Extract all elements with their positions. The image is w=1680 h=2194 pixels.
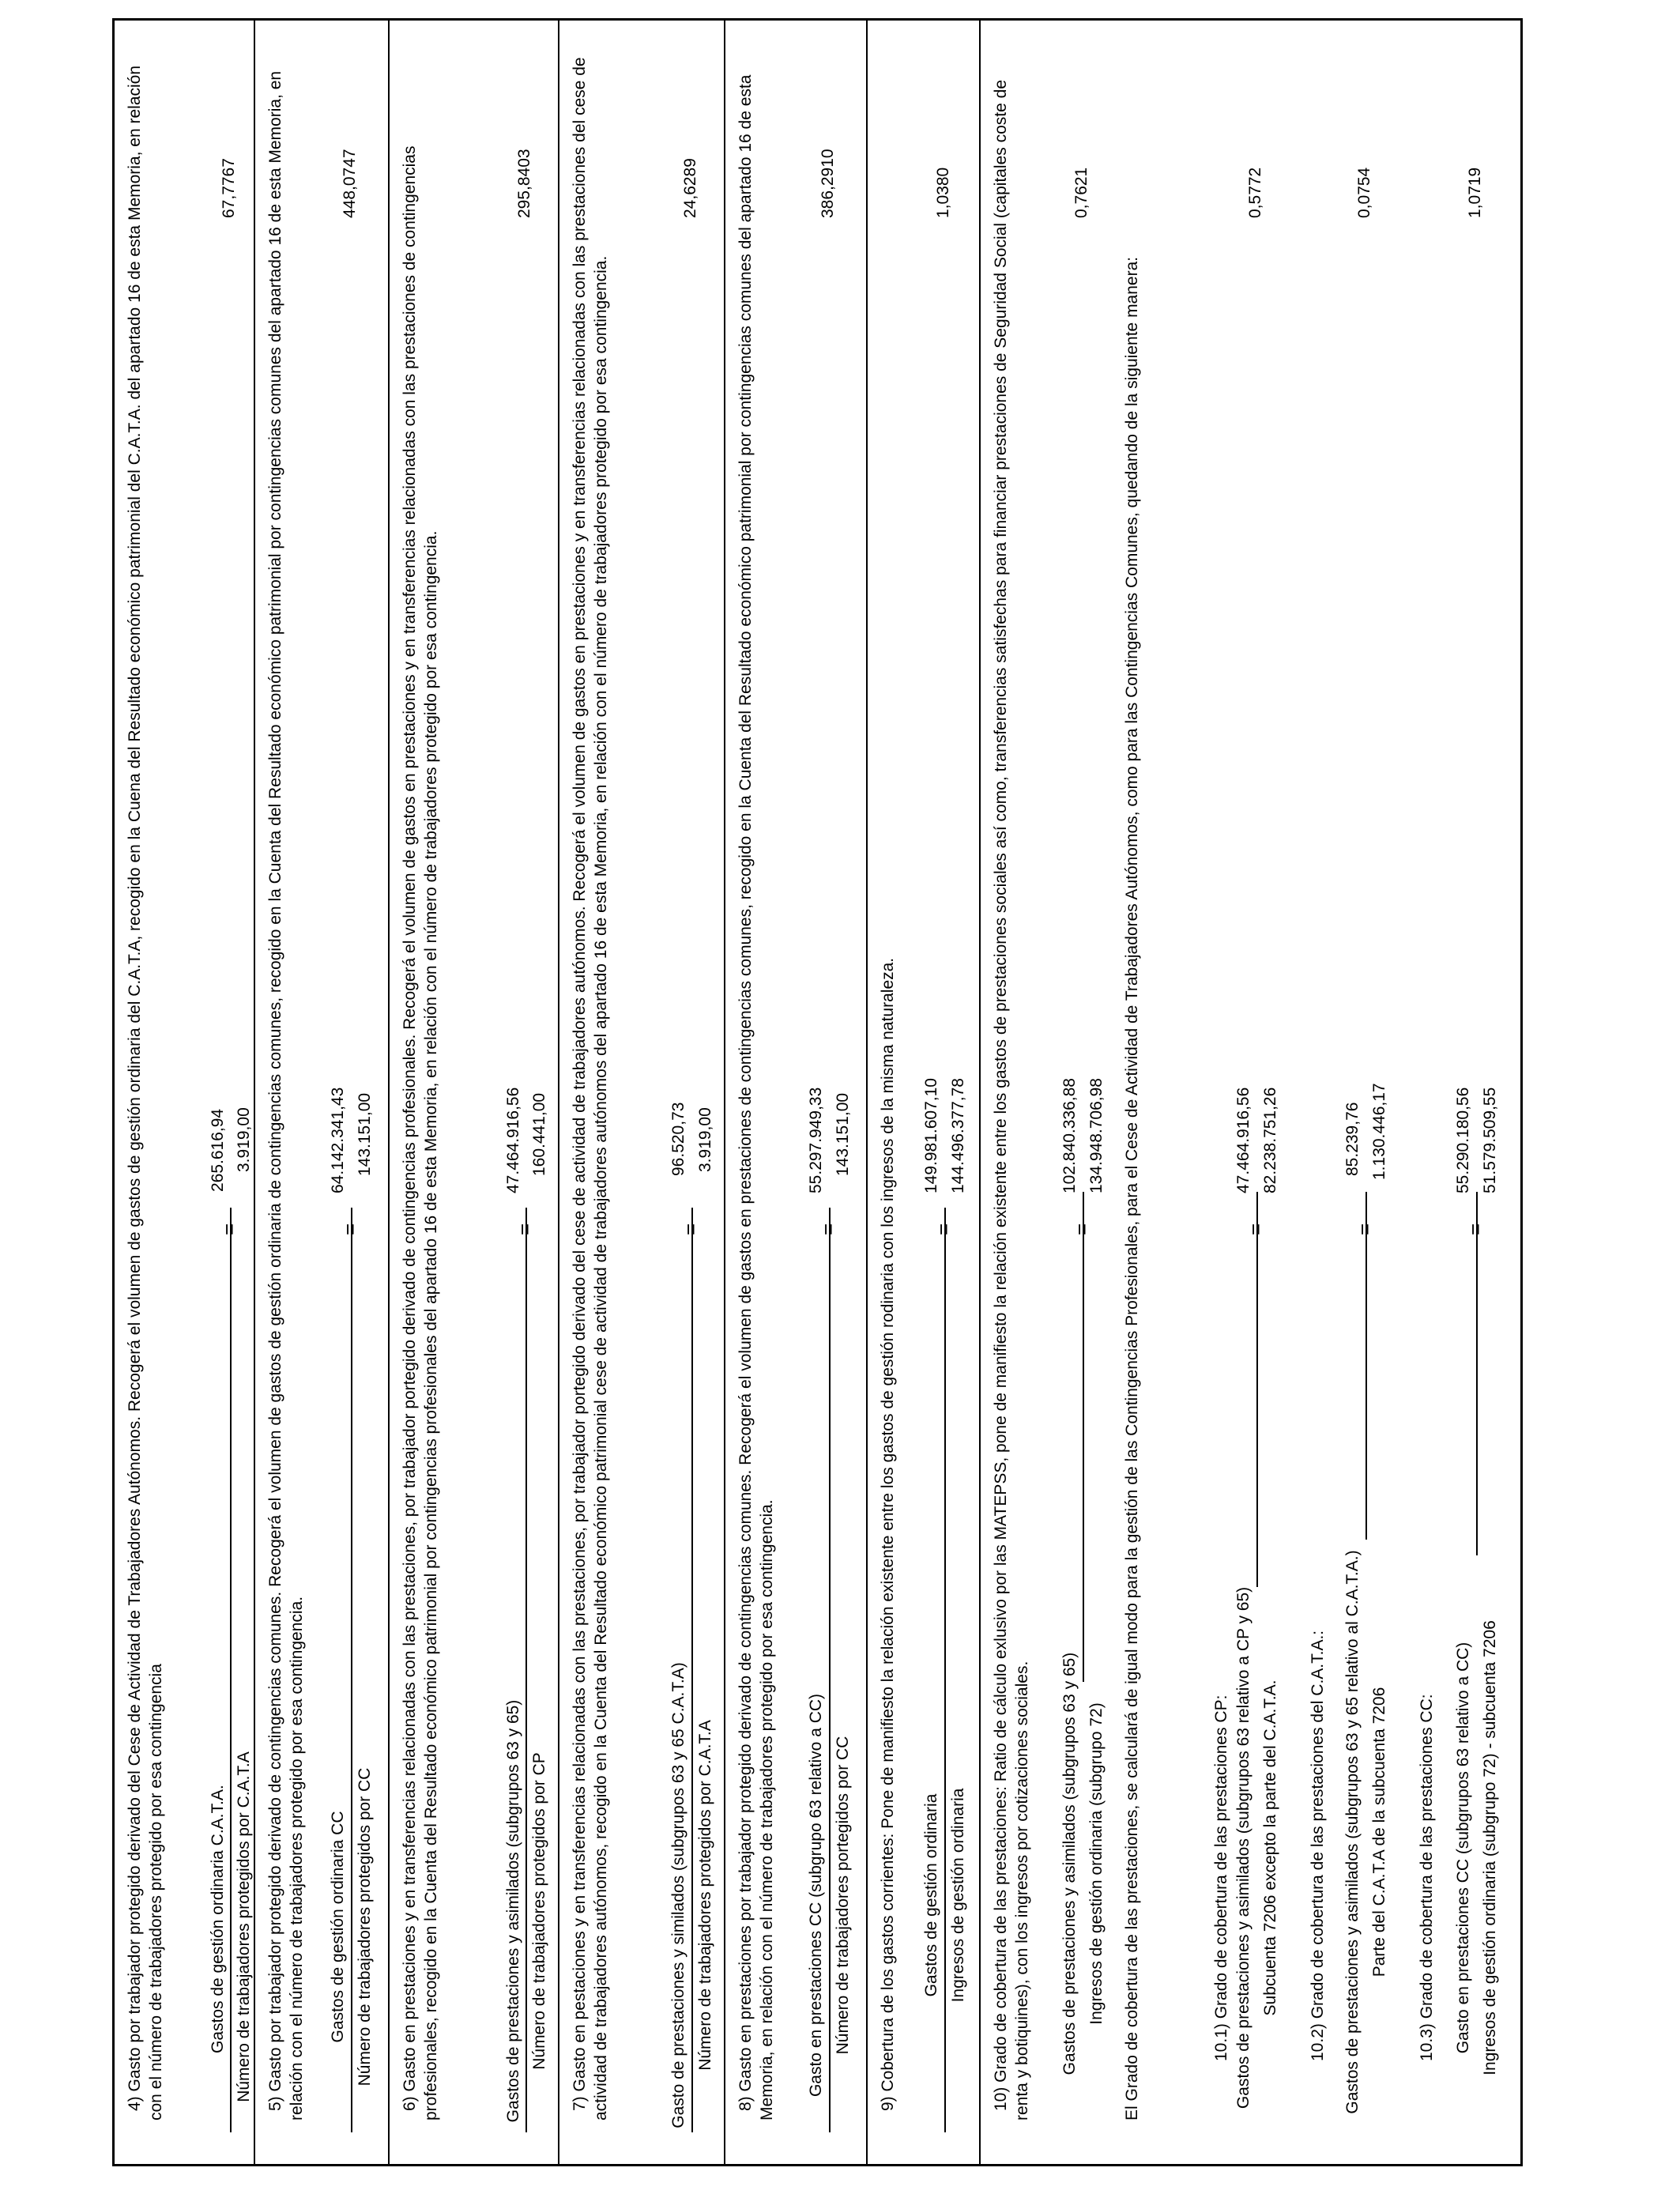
section-4 — [115, 21, 255, 2164]
section-4-text: 4) Gasto por trabajador protegido derivado del Cese de Actividad de Trabajadores Autónomos. Recogerá el volumen de gastos de gestión ordinaria del C.A.T.A, recogido en la Cuena del Resultado económico patrimonial del C.A.T.A. del apartado 16 de esta Memoria, en relación con el número de trabajadores protegido por esa contingencia — [126, 65, 165, 2120]
denominator-label: Número de trabajadores portegidos por CC — [834, 1736, 852, 2055]
equals-sign: = — [679, 1223, 703, 1235]
indicators-table — [112, 18, 1523, 2166]
equals-sign: = — [1244, 1223, 1268, 1235]
equals-sign: = — [1463, 1223, 1487, 1235]
numerator-value: 47.464.916,56 — [1234, 1087, 1252, 1193]
section-8-text: 8) Gasto en prestaciones por trabajador protegido derivado de contingencias comunes. Recogerá el volumen de gastos en prestaciones de contingencias comunes, recogido en la Cuenta del Resultado económico patrimonial por contingencias comunes del apartado 16 de esta Memoria, en relación con el número de trabajadores protegido por esa contingencia. — [736, 74, 776, 2120]
equals-sign: = — [932, 1223, 955, 1235]
denominator-value: 144.496.377,78 — [949, 1078, 967, 1193]
numerator-value: 265.616,94 — [209, 1108, 227, 1192]
denominator-value: 51.579.509,55 — [1481, 1087, 1499, 1193]
result-value: 24,6289 — [681, 158, 699, 218]
numerator-label: Gastos de prestaciones y asimilados (subgrupos 63 relativo a CP y 65) — [1234, 1586, 1252, 2109]
fraction-line — [230, 1208, 232, 2132]
numerator-label: Gasto de prestaciones y similados (subgrupos 63 y 65 C.A.T.A) — [669, 1662, 687, 2128]
numerator-value: 96.520,73 — [669, 1102, 687, 1176]
section-7-text: 7) Gasto en pestaciones y en transferencias relacionadas con las prestaciones, por trabajador portegido derivado del cese de actividad de trabajadores autónomos. Recogerá el volumen de gastos en prestaciones y en transferencias relacionadas con las prestaciones del cese de actividad de trabajadores autónomos, recogido en la Cuenta del Resultado económico patrimonial cese de actividad de trabajadores autónomos del apartado 16 de esta Memoria, en relación con el número de trabajadores protegido por esa contingencia. — [571, 57, 610, 2120]
denominator-value: 82.238.751,26 — [1261, 1087, 1279, 1193]
numerator-label: Gastos de prestaciones y asimilados (subgrupos 63 y 65) — [1060, 1652, 1079, 2075]
equals-sign: = — [1353, 1223, 1377, 1235]
subsection-title: 10.2) Grado de cobertura de las prestaciones del C.A.T.A.: — [1309, 1630, 1327, 2061]
fraction-line — [944, 1208, 946, 2132]
numerator-label: Gastos de prestaciones y asimilados (subgrupos 63 y 65 relativo al C.A.T.A.) — [1343, 1550, 1362, 2114]
fraction-line — [691, 1208, 693, 2132]
section-8 — [725, 21, 868, 2164]
equals-sign: = — [217, 1223, 241, 1235]
denominator-label: Parte del C.A.T.A de la subcuenta 7206 — [1370, 1687, 1388, 1977]
result-value: 386,2910 — [819, 149, 837, 218]
denominator-value: 3.919,00 — [696, 1107, 714, 1172]
numerator-label: Gastos de gestión ordinaria CC — [329, 1811, 347, 2043]
denominator-label: Ingresos de gestión ordinaria — [949, 1788, 967, 2003]
section-10 — [981, 21, 1520, 2164]
numerator-label: Gasto en prestaciones CC (subgrupo 63 relativo a CC) — [807, 1693, 825, 2098]
numerator-label: Gasto en prestaciones CC (subgrupos 63 relativo a CC) — [1454, 1642, 1472, 2054]
numerator-value: 47.464.916,56 — [504, 1087, 522, 1193]
numerator-label: Gastos de gestión ordinaria C.A.T.A. — [209, 1785, 227, 2053]
fraction-line — [1083, 1192, 1084, 1682]
fraction-line — [1476, 1192, 1478, 1555]
numerator-label: Gastos de prestaciones y asimilados (subgrupos 63 y 65) — [504, 1699, 522, 2123]
result-value: 67,7767 — [220, 158, 238, 218]
equals-sign: = — [513, 1223, 537, 1235]
equals-sign: = — [816, 1223, 840, 1235]
numerator-value: 55.290.180,56 — [1454, 1087, 1472, 1193]
section-7 — [559, 21, 725, 2164]
fraction-line — [525, 1208, 527, 2132]
numerator-value: 55.297.949,33 — [807, 1087, 825, 1193]
denominator-label: Ingresos de gestión ordinaria (subgrupo 72) — [1087, 1702, 1106, 2025]
subsection-title: 10.3) Grado de cobertura de las prestaciones CC: — [1418, 1694, 1436, 2061]
section-10-text: 10) Grado de cobertura de las prestaciones: Ratio de cálculo exlusivo por las MATEPSS, pone de manifiesto la relación existente entre los gastos de prestaciones sociales así como, transferencias satisfechas para financiar prestaciones de Seguridad Social (capitales coste de renta y botiquines), con los ingresos por cotizaciones sociales. — [992, 80, 1031, 2120]
section-9 — [868, 21, 981, 2164]
denominator-value: 143.151,00 — [356, 1092, 374, 1176]
numerator-value: 85.239,76 — [1343, 1102, 1362, 1176]
denominator-label: Número de trabajadores protegidos por CC — [356, 1767, 374, 2087]
result-value: 295,8403 — [515, 149, 533, 218]
denominator-value: 134.948.706,98 — [1087, 1078, 1106, 1193]
section-10-note: El Grado de cobertura de las prestaciones, se calculará de igual modo para la gestión de las Contingencias Profesionales, para el Cese de Actividad de Trabajadores Autónomos, como para las Contingencias Comunes, quedando de la siguiente manera: — [1123, 256, 1141, 2120]
section-9-text: 9) Cobertura de los gastos corrientes: Pone de manifiesto la relación existente entre los gastos de gestión rodinaria con los ingresos de la misma naturaleza. — [879, 957, 897, 2111]
fraction-line — [1256, 1192, 1258, 1587]
fraction-line — [1365, 1192, 1367, 1540]
section-5-text: 5) Gasto por trabajador protegido derivado de contingencias comunes. Recogerá el volumen de gastos de gestión ordinaria de contingencias comunes, recogido en la Cuenta del Resultado económico patrimonial por contingencias comunes del apartado 16 de esta Memoria, en relación con el número de trabajadores protegido por esa contingencia. — [266, 70, 306, 2120]
denominator-value: 143.151,00 — [834, 1092, 852, 1176]
result-value: 0,0754 — [1355, 167, 1373, 218]
section-6-text: 6) Gasto en prestaciones y en transferencias relacionadas con las prestaciones, por trabajador portegido derivado de contingencias profesionales. Recogerá el volumen de gastos en prestaciones y en transferencias relacionadas con las prestaciones de contingencias profesionales, recogido en la Cuenta del Resultado económico patrimonial por contingencias profesionales del apartado 16 de esta Memoria, en relación con el número de trabajadores protegido por esa contingencia. — [401, 145, 440, 2120]
numerator-label: Gastos de gestión ordinaria — [922, 1793, 940, 1997]
denominator-label: Número de trabajadores protegidos por C.A.T.A — [696, 1720, 714, 2071]
equals-sign: = — [338, 1223, 362, 1235]
result-value: 448,0747 — [341, 149, 359, 218]
numerator-value: 102.840.336,88 — [1060, 1078, 1079, 1193]
numerator-value: 64.142.341,43 — [329, 1087, 347, 1193]
result-value: 1,0719 — [1466, 167, 1484, 218]
section-5 — [255, 21, 390, 2164]
denominator-value: 3.919,00 — [235, 1107, 253, 1172]
result-value: 0,5772 — [1246, 167, 1264, 218]
denominator-value: 1.130.446,17 — [1370, 1083, 1388, 1180]
denominator-value: 160.441,00 — [530, 1092, 548, 1176]
equals-sign: = — [1070, 1223, 1094, 1235]
denominator-label: Número de trabajadores protegidos por CP — [530, 1752, 548, 2070]
denominator-label: Número de trabajadores protegidos por C.A.T.A — [235, 1751, 253, 2102]
denominator-label: Subcuenta 7206 excepto la parte del C.A.T.A. — [1261, 1679, 1279, 2016]
section-6 — [390, 21, 559, 2164]
subsection-title: 10.1) Grado de cobertura de las prestaciones CP: — [1212, 1695, 1230, 2061]
result-value: 0,7621 — [1072, 167, 1090, 218]
numerator-value: 149.981.607,10 — [922, 1078, 940, 1193]
result-value: 1,0380 — [934, 167, 952, 218]
denominator-label: Ingresos de gestión ordinaria (subgrupo 72) - subcuenta 7206 — [1481, 1620, 1499, 2075]
fraction-line — [351, 1208, 352, 2132]
fraction-line — [829, 1208, 831, 2132]
